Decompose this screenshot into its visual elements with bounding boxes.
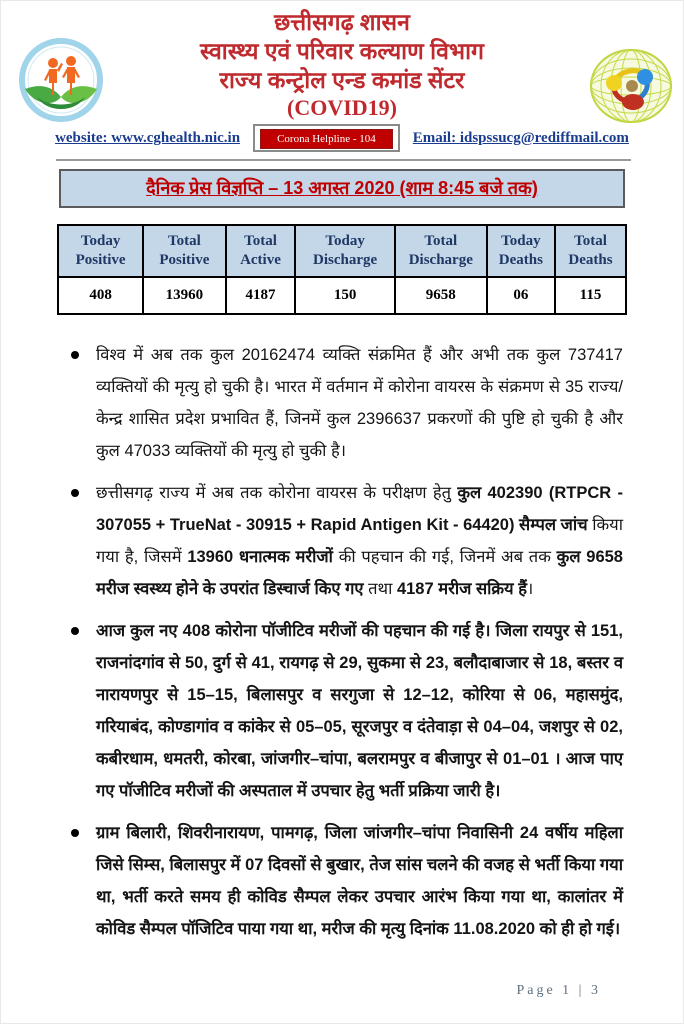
bullet-text-segment: की पहचान की गई, जिनमें अब तक (338, 548, 557, 566)
bullet-text-segment: 13960 धनात्मक मरीजों (187, 548, 339, 566)
org-title-line1: छत्तीसगढ़ शासन (274, 9, 410, 35)
col-total-deaths: Total Deaths (555, 225, 626, 277)
col-today-deaths: Today Deaths (487, 225, 555, 277)
header (1, 1, 683, 161)
bullet-item (69, 817, 623, 945)
bullet-item (69, 615, 623, 807)
col-today-positive: Today Positive (58, 225, 143, 277)
bullet-text-segment: 4187 मरीज सक्रिय हैं (396, 580, 527, 598)
bullet-text-segment: किया गया है, जिसमें (96, 516, 623, 566)
page-number: Page 1 | 3 (516, 983, 601, 998)
bullet-text-segment: । (526, 580, 534, 598)
bullet-text-segment: तथा (368, 580, 397, 598)
value-total-discharge: 9658 (395, 277, 487, 314)
value-total-positive: 13960 (143, 277, 225, 314)
bullet-text-segment: विश्व में अब तक कुल 20162474 व्यक्ति संक्रमित हैं और अभी तक कुल 737417 व्यक्तियों की मृत्यु हो चुकी है। भारत में वर्तमान में कोरोना वायरस के संक्रमण से 35 राज्य/केन्द्र शासित प्रदेश प्रभावित हैं, जिनमें कुल 2396637 प्रकरणों की पुष्टि हो चुकी है और कुल 47033 व्यक्तियों की मृत्यु हो चुकी है। (96, 346, 623, 460)
idsp-globe-logo-icon (585, 41, 677, 133)
helpline-badge: Corona Helpline - 104 (260, 129, 393, 149)
bullet-text-segment: कुल 9658 मरीज स्वस्थ्य होने के उपरांत डिस्चार्ज किए गए (96, 548, 623, 598)
value-today-deaths: 06 (487, 277, 555, 314)
bullet-text-segment: ग्राम बिलारी, शिवरीनारायण, पामगढ़, जिला जांजगीर–चांपा निवासिनी 24 वर्षीय महिला जिसे सिम्स, बिलासपुर में 07 दिवसों से बुखार, तेज सांस चलने की वजह से भर्ती किया गया था, भर्ती करते समय ही कोविड सैम्पल लेकर उपचार आरंभ किया गया था, कालांतर में कोविड सैम्पल पॉजिटिव पाया गया था, मरीज की मृत्यु दिनांक 11.08.2020 को ही हो गई। (96, 824, 623, 938)
col-total-discharge: Total Discharge (395, 225, 487, 277)
bullet-text-segment: कुल 402390 (RTPCR - 307055 + TrueNat - 30915 + Rapid Antigen Kit - 64420) सैम्पल जांच (96, 484, 623, 534)
bullet-dot-icon (71, 489, 79, 497)
nhm-chhattisgarh-logo-icon (15, 37, 107, 129)
bullet-list (69, 339, 623, 945)
col-today-discharge: Today Discharge (295, 225, 394, 277)
header-divider (56, 159, 631, 161)
value-today-positive: 408 (58, 277, 143, 314)
value-today-discharge: 150 (295, 277, 394, 314)
website-link[interactable]: website: www.cghealth.nic.in (55, 129, 241, 146)
bullet-item (69, 339, 623, 467)
table-header-row (58, 225, 626, 277)
press-release-banner (59, 169, 625, 208)
col-total-positive: Total Positive (143, 225, 225, 277)
org-title-covid: (COVID19) (287, 95, 397, 120)
table-value-row (58, 277, 626, 314)
helpline-box (253, 124, 400, 152)
bullet-dot-icon (71, 829, 79, 837)
value-total-active: 4187 (226, 277, 296, 314)
email-link[interactable]: Email: idspssucg@rediffmail.com (412, 129, 629, 146)
org-title-line2: स्वास्थ्य एवं परिवार कल्याण विभाग (200, 38, 484, 64)
press-release-title: दैनिक प्रेस विज्ञप्ति – 13 अगस्त 2020 (शाम 8:45 बजे तक) (146, 178, 538, 198)
bullet-item (69, 477, 623, 605)
value-total-deaths: 115 (555, 277, 626, 314)
covid-stats-table (57, 224, 627, 315)
org-title-line3: राज्य कन्ट्रोल एन्ड कमांड सेंटर (219, 67, 465, 93)
col-total-active: Total Active (226, 225, 296, 277)
bullet-dot-icon (71, 627, 79, 635)
bullet-text-segment: छत्तीसगढ़ राज्य में अब तक कोरोना वायरस के परीक्षण हेतु (96, 484, 458, 502)
bullet-text-segment: आज कुल नए 408 कोरोना पॉजीटिव मरीजों की पहचान की गई है। जिला रायपुर से 151, राजनांदगांव से 50, दुर्ग से 41, रायगढ़ से 29, सुकमा से 23, बलौदाबाजार से 18, बस्तर व नारायणपुर से 15–15, बिलासपुर व सरगुजा से 12–12, कोरिया से 06, महासमुंद, गरियाबंद, कोण्डागांव व कांकेर से 05–05, सूरजपुर व दंतेवाड़ा से 04–04, जशपुर से 02, कबीरधाम, धमतरी, कोरबा, जांजगीर–चांपा, बलरामपुर व बीजापुर से 01–01 । आज पाए गए पॉजीटिव मरीजों की अस्पताल में उपचार हेतु भर्ती प्रक्रिया जारी है। (96, 622, 623, 800)
bullet-dot-icon (71, 351, 79, 359)
